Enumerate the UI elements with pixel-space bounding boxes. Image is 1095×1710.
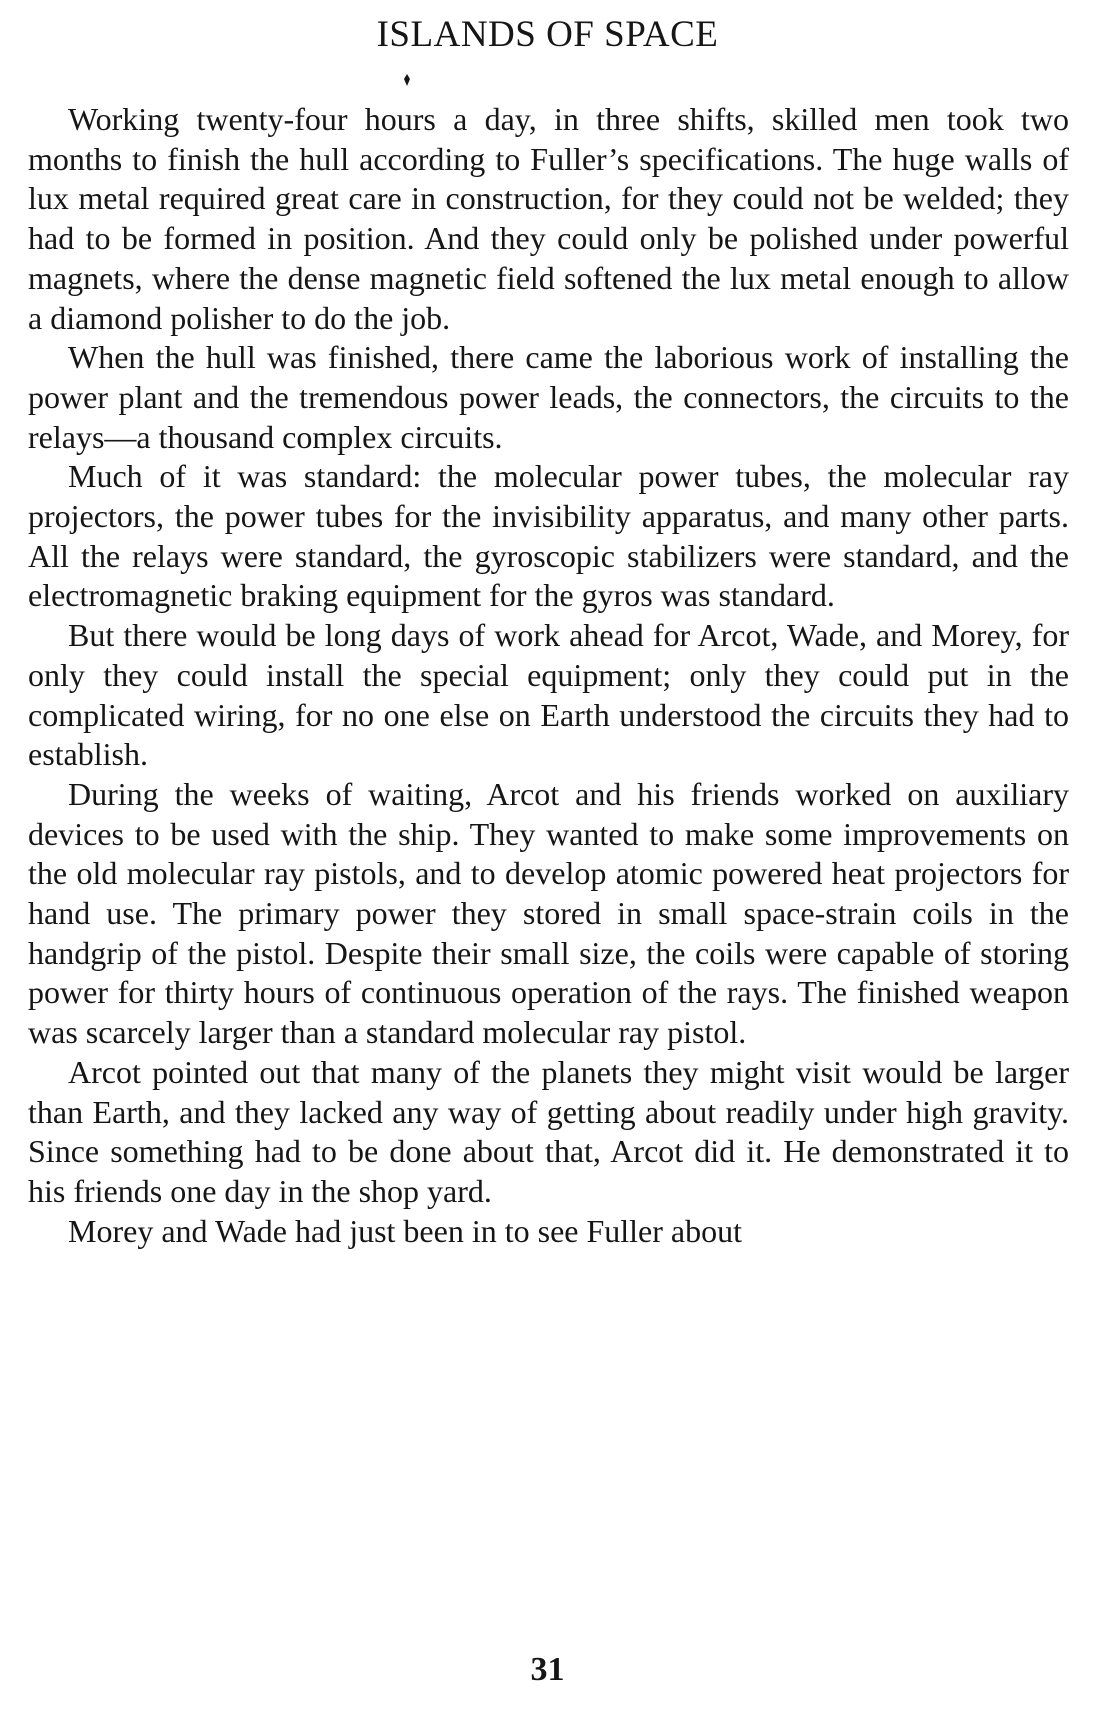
ornament-glyph — [403, 74, 411, 86]
paragraph: Much of it was standard: the molecular power tubes, the molecular ray projectors, the power tubes for the invisibility apparatus, and many other parts. All the relays were standard, the gyroscopic stabilizers were standard, and the electromagnetic braking equipment for the gyros was standard. — [28, 458, 1069, 614]
page-number: 31 — [530, 1651, 565, 1688]
paragraph: Working twenty-four hours a day, in three shifts, skilled men took two months to finish the hull according to Fuller’s specifications. The huge walls of lux metal required great care in construction, for they could not be welded; they had to be formed in position. And they could only be polished under powerful magnets, where the dense magnetic field softened the lux metal enough to allow a diamond polisher to do the job. — [28, 101, 1069, 336]
body-text — [28, 100, 1069, 1251]
paragraph: When the hull was finished, there came the laborious work of installing the power plant and the tremendous power leads, the connectors, the circuits to the relays—a thousand complex circuits. — [28, 339, 1069, 455]
paragraph: During the weeks of waiting, Arcot and his friends worked on auxiliary devices to be used with the ship. They wanted to make some improvements on the old molecular ray pistols, and to develop atomic powered heat projectors for hand use. The primary power they stored in small space-strain coils in the handgrip of the pistol. Despite their small size, the coils were capable of storing power for thirty hours of continuous operation of the rays. The finished weapon was scarcely larger than a standard molecular ray pistol. — [28, 775, 1069, 1051]
paragraph: But there would be long days of work ahead for Arcot, Wade, and Morey, for only they could install the special equipment; only they could put in the complicated wiring, for no one else on Earth understood the circuits they had to establish. — [28, 617, 1069, 773]
running-title: ISLANDS OF SPACE — [376, 14, 719, 55]
paragraph: Arcot pointed out that many of the planets they might visit would be larger than Earth, and they lacked any way of getting about readily under high gravity. Since something had to be done about that, Arcot did it. He demonstrated it to his friends one day in the shop yard. — [28, 1053, 1069, 1209]
ornament-mark — [403, 74, 411, 86]
paragraph: Morey and Wade had just been in to see Fuller about — [68, 1212, 742, 1249]
